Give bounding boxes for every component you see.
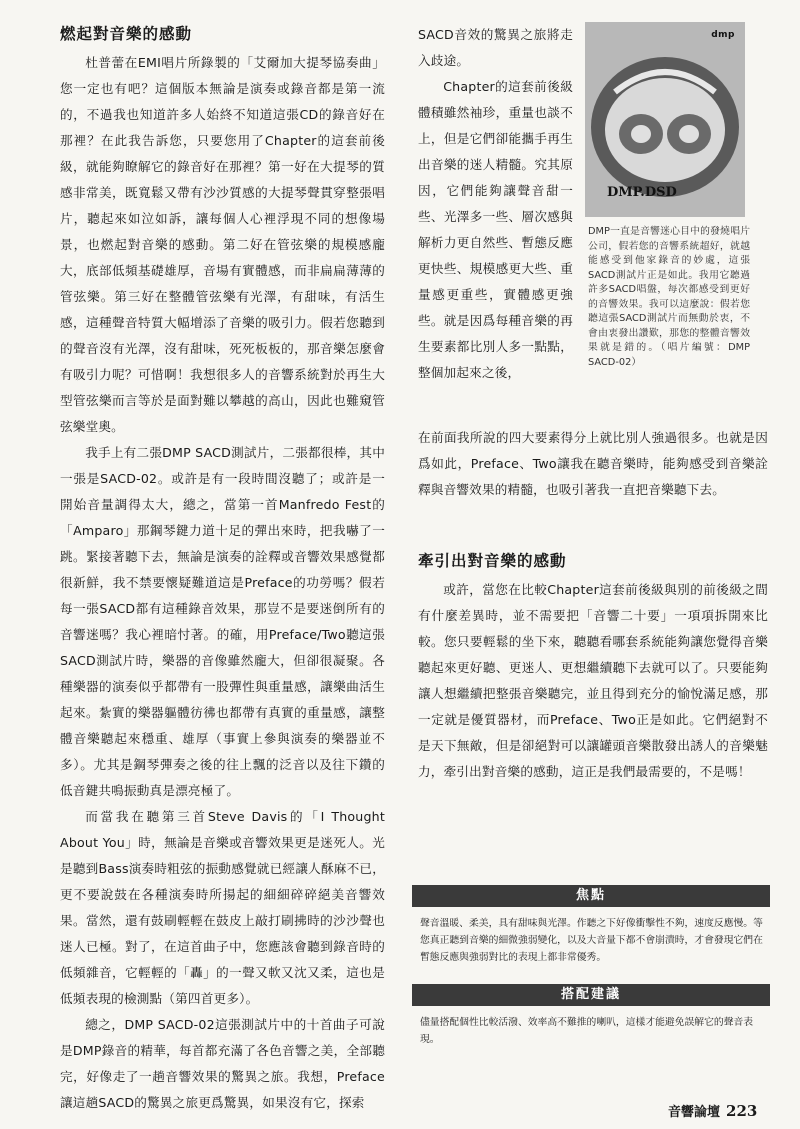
pairing-box-body: 儘量搭配個性比較活潑、效率高不難推的喇叭，這樣才能避免誤解它的聲音表現。	[420, 1017, 754, 1045]
dmp-logo: dmp	[711, 30, 735, 40]
focus-box-title: 焦點	[412, 885, 770, 907]
paragraph-continued: SACD音效的驚異之旅將走入歧途。	[418, 27, 573, 68]
pairing-box-title: 搭配建議	[412, 984, 770, 1006]
brand-suffix: DSD	[644, 185, 677, 200]
paragraph: 而當我在聽第三首Steve Davis的「I Thought About You」時，無論是音樂或音響效果更是迷死人。光是聽到Bass演奏時粗弦的振動感覺就已經讓人酥麻不已，更不要說鼓在各種演奏時所揚起的細細碎碎絕美音響效果。當然，還有鼓刷輕輕在鼓皮上敲打刷拂時的沙沙聲也迷人已極。對了，在這首曲子中，您應該會聽到錄音時的低頻雜音，它輕輕的「轟」的一聲又軟又沈又柔，這也是低頻表現的檢測點（第四首更多）。	[60, 809, 385, 1006]
pairing-box	[412, 984, 770, 1054]
album-brand-text	[607, 185, 677, 200]
album-cover-image	[585, 22, 745, 217]
paragraph: 總之，DMP SACD-02這張測試片中的十首曲子可說是DMP錄音的精華，每首都充滿了各色音響之美，全部聽完，好像走了一趟音響效果的驚異之旅。我想，Preface讓這趟SACD的驚異之旅更爲驚異，如果沒有它，探索	[60, 1017, 385, 1110]
paragraph: 在前面我所說的四大要素得分上就比別人強過很多。也就是因爲如此，Preface、Two讓我在聽音樂時，能夠感受到音樂詮釋與音響效果的精髓，也吸引著我一直把音樂聽下去。	[418, 430, 768, 497]
album-caption: DMP一直是音響迷心目中的發燒唱片公司，假若您的音響系統超好，就越能感受到他家錄音的妙處，這張SACD測試片正是如此。我用它聽過許多SACD唱盤，每次都感受到更好的音響效果。我可以這麼說：假若您聽這張SACD測試片而無動於衷，不會由衷發出讚歎，那您的整體音響效果就是錯的。（唱片編號：DMP SACD-02）	[588, 226, 750, 368]
paragraph: 或許，當您在比較Chapter這套前後級與別的前後級之間有什麼差異時，並不需要把「音響二十要」一項項拆開來比較。您只要輕鬆的坐下來，聽聽看哪套系統能夠讓您覺得音樂聽起來更好聽、更迷人、更想繼續聽下去就可以了。只要能夠讓人想繼續把整張音樂聽完，並且得到充分的愉悅滿足感，那一定就是優質器材，而Preface、Two正是如此。它們絕對不是天下無敵，但是卻絕對可以讓罐頭音樂散發出誘人的音樂魅力，牽引出對音樂的感動，這正是我們最需要的，不是嗎！	[418, 582, 768, 779]
page-footer	[668, 1101, 757, 1120]
focus-box-body: 聲音溫暖、柔美，具有甜味與光澤。作聽之下好像衝擊性不夠，速度反應慢。等您真正聽到音樂的細微強弱變化，以及大音量下都不會崩潰時，才會發現它們在暫態反應與強弱對比的表現上都非常優秀。	[420, 918, 763, 963]
paragraph: 杜普蕾在EMI唱片所錄製的「艾爾加大提琴協奏曲」您一定也有吧？這個版本無論是演奏或錄音都是第一流的，不過我也知道許多人始終不知道這張CD的錄音好在那裡？在此我告訴您，只要您用了Chapter的這套前後級，就能夠瞭解它的錄音好在那裡？第一好在大提琴的質感非常美，既寬鬆又帶有沙沙質感的大提琴聲貫穿整張唱片，聽起來如泣如訴，讓每個人心裡浮現不同的想像場景，也燃起對音樂的感動。第二好在管弦樂的規模感龐大，底部低頻基礎雄厚，音場有實體感，而非扁扁薄薄的管弦樂。第三好在整體管弦樂有光澤，有甜味，有活生感，這種聲音特質大幅增添了音樂的吸引力。假若您聽到的聲音沒有光澤，沒有甜味，死死板板的，那音樂怎麼會有吸引力呢？可惜啊！我想很多人的音響系統對於再生大型管弦樂而言等於是面對難以攀越的高山，因此也難窺管弦樂堂奧。	[60, 55, 385, 434]
right-top-column	[418, 22, 573, 386]
right-column	[418, 425, 768, 503]
heading-ignite-emotion: 燃起對音樂的感動	[60, 25, 193, 43]
brand-prefix: DMP.	[607, 185, 645, 200]
section-draw-out-emotion	[418, 549, 768, 785]
focus-box	[412, 885, 770, 972]
page-number: 223	[726, 1102, 758, 1120]
left-column	[60, 22, 385, 1116]
paragraph: Chapter的這套前後級體積雖然袖珍，重量也談不上，但是它們卻能攜手再生出音樂的迷人精髓。究其原因，它們能夠讓聲音甜一些、光澤多一些、層次感與解析力更自然些、暫態反應更快些、規模感更大些、重量感更重些，實體感更強些。就是因爲每種音樂的再生要素都比別人多一點點，整個加起來之後，	[418, 79, 573, 380]
heading-draw-out-emotion: 牽引出對音樂的感動	[418, 552, 567, 570]
paragraph: 我手上有二張DMP SACD測試片，二張都很棒，其中一張是SACD-02。或許是有一段時間沒聽了；或許是一開始音量調得太大，總之，當第一首Manfredo Fest的「Amparo」那鋼琴鍵力道十足的彈出來時，把我嚇了一跳。緊接著聽下去，無論是演奏的詮釋或音響效果感覺都很新鮮，我不禁要懷疑難道這是Preface的功勞嗎？假若每一張SACD都有這種錄音效果，那豈不是要迷倒所有的音響迷嗎？我心裡暗忖著。的確，用Preface/Two聽這張SACD測試片時，樂器的音像雖然龐大，但卻很凝聚。各種樂器的演奏似乎都帶有一股彈性與重量感，讓樂曲活生起來。紮實的樂器軀體彷彿也都帶有真實的重量感，讓整體音樂聽起來穩重、雄厚（事實上參與演奏的樂器並不多）。尤其是鋼琴彈奏之後的往上飄的泛音以及往下鑽的低音鍵共鳴振動真是漂亮極了。	[60, 445, 385, 798]
magazine-name: 音響論壇	[668, 1105, 721, 1120]
